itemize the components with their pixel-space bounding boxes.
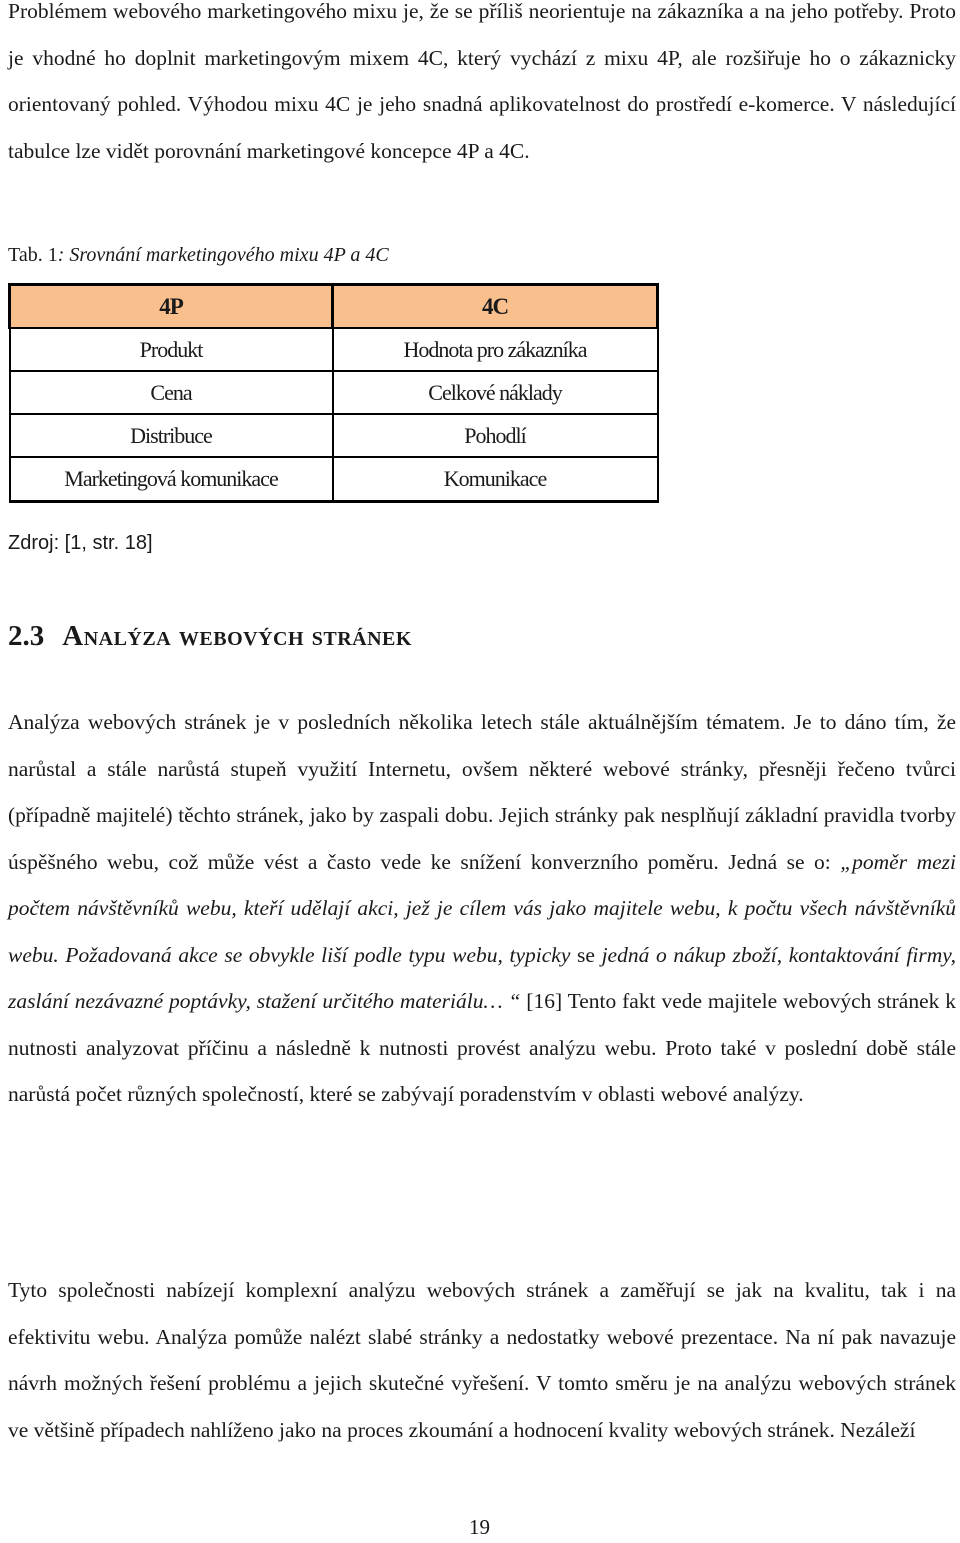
table-cell: Marketingová komunikace	[10, 457, 333, 502]
paragraph-text: Analýza webových stránek je v posledních několika letech stále aktuálnějším tématem. Je to dáno tím, že narůstal a stále narůstá stupeň využití Internetu, ovšem některé webové stránky, přesněji řečeno tvůrci (případně majitelé) těchto stránek, jako by zaspali dobu. Jejich stránky pak nesplňují základní pravidla tvorby úspěšného webu, což může vést a často vede ke snížení konverzního poměru. Jedná se o:	[8, 710, 956, 874]
table-cell: Cena	[10, 371, 333, 414]
paragraph-companies: Tyto společnosti nabízejí komplexní analýzu webových stránek a zaměřují se jak na kvalitu, tak i na efektivitu webu. Analýza pomůže nalézt slabé stránky a nedostatky webové prezentace. Na ní pak navazuje návrh možných řešení problému a jejich skutečné vyřešení. V tomto směru je na analýzu webových stránek ve většině případech nahlíženo jako na proces zkoumání a hodnocení kvality webových stránek. Nezáleží	[8, 1278, 956, 1442]
table-header-4p: 4P	[10, 285, 333, 329]
comparison-table-4p-4c	[8, 283, 659, 503]
paragraph-intro: Problémem webového marketingového mixu je, že se příliš neorientuje na zákazníka a na jeho potřeby. Proto je vhodné ho doplnit marketingovým mixem 4C, který vychází z mixu 4P, ale rozšiřuje ho o zákaznicky orientovaný pohled. Výhodou mixu 4C je jeho snadná aplikovatelnost do prostředí e-komerce. V následující tabulce lze vidět porovnání marketingové koncepce 4P a 4C.	[8, 0, 956, 163]
table-caption-text: : Srovnání marketingového mixu 4P a 4C	[57, 244, 389, 266]
quote-text: „poměr mezi počtem návštěvníků webu, kteří udělají akci, jež je cílem vás jako majitele webu, k počtu všech návštěvníků webu. Požadovaná akce se obvykle liší podle typu webu, typicky	[8, 849, 956, 967]
section-number: 2.3	[8, 620, 45, 652]
table-source: Zdroj: [1, str. 18]	[8, 532, 153, 554]
table-cell: Hodnota pro zákazníka	[333, 328, 658, 371]
table-row	[10, 371, 658, 414]
table-row	[10, 414, 658, 457]
paragraph-text: [16] Tento fakt vede majitele webových stránek k nutnosti analyzovat příčinu a následně k nutnosti provést analýzu webu. Proto také v poslední době stále narůstá počet různých společností, které se zabývají poradenstvím v oblasti webové analýzy.	[8, 989, 956, 1106]
table-row	[10, 457, 658, 502]
paragraph-text: se	[570, 942, 602, 967]
section-title: Analýza webových stránek	[62, 620, 412, 652]
table-cell: Pohodlí	[333, 414, 658, 457]
table-caption-number: Tab. 1	[8, 244, 58, 266]
table-row	[10, 328, 658, 371]
table-cell: Celkové náklady	[333, 371, 658, 414]
page-number: 19	[469, 1515, 490, 1539]
table-cell: Produkt	[10, 328, 333, 371]
table-caption	[8, 238, 389, 272]
table-header-4c: 4C	[333, 285, 658, 329]
section-heading	[8, 620, 412, 653]
table-cell: Distribuce	[10, 414, 333, 457]
table-cell: Komunikace	[333, 457, 658, 502]
table-header-row	[10, 285, 658, 329]
paragraph-analysis	[8, 699, 956, 1118]
quote-text: jedná o nákup zboží, kontaktování firmy, zaslání nezávazné poptávky, stažení určitého materiálu… “	[8, 942, 956, 1013]
